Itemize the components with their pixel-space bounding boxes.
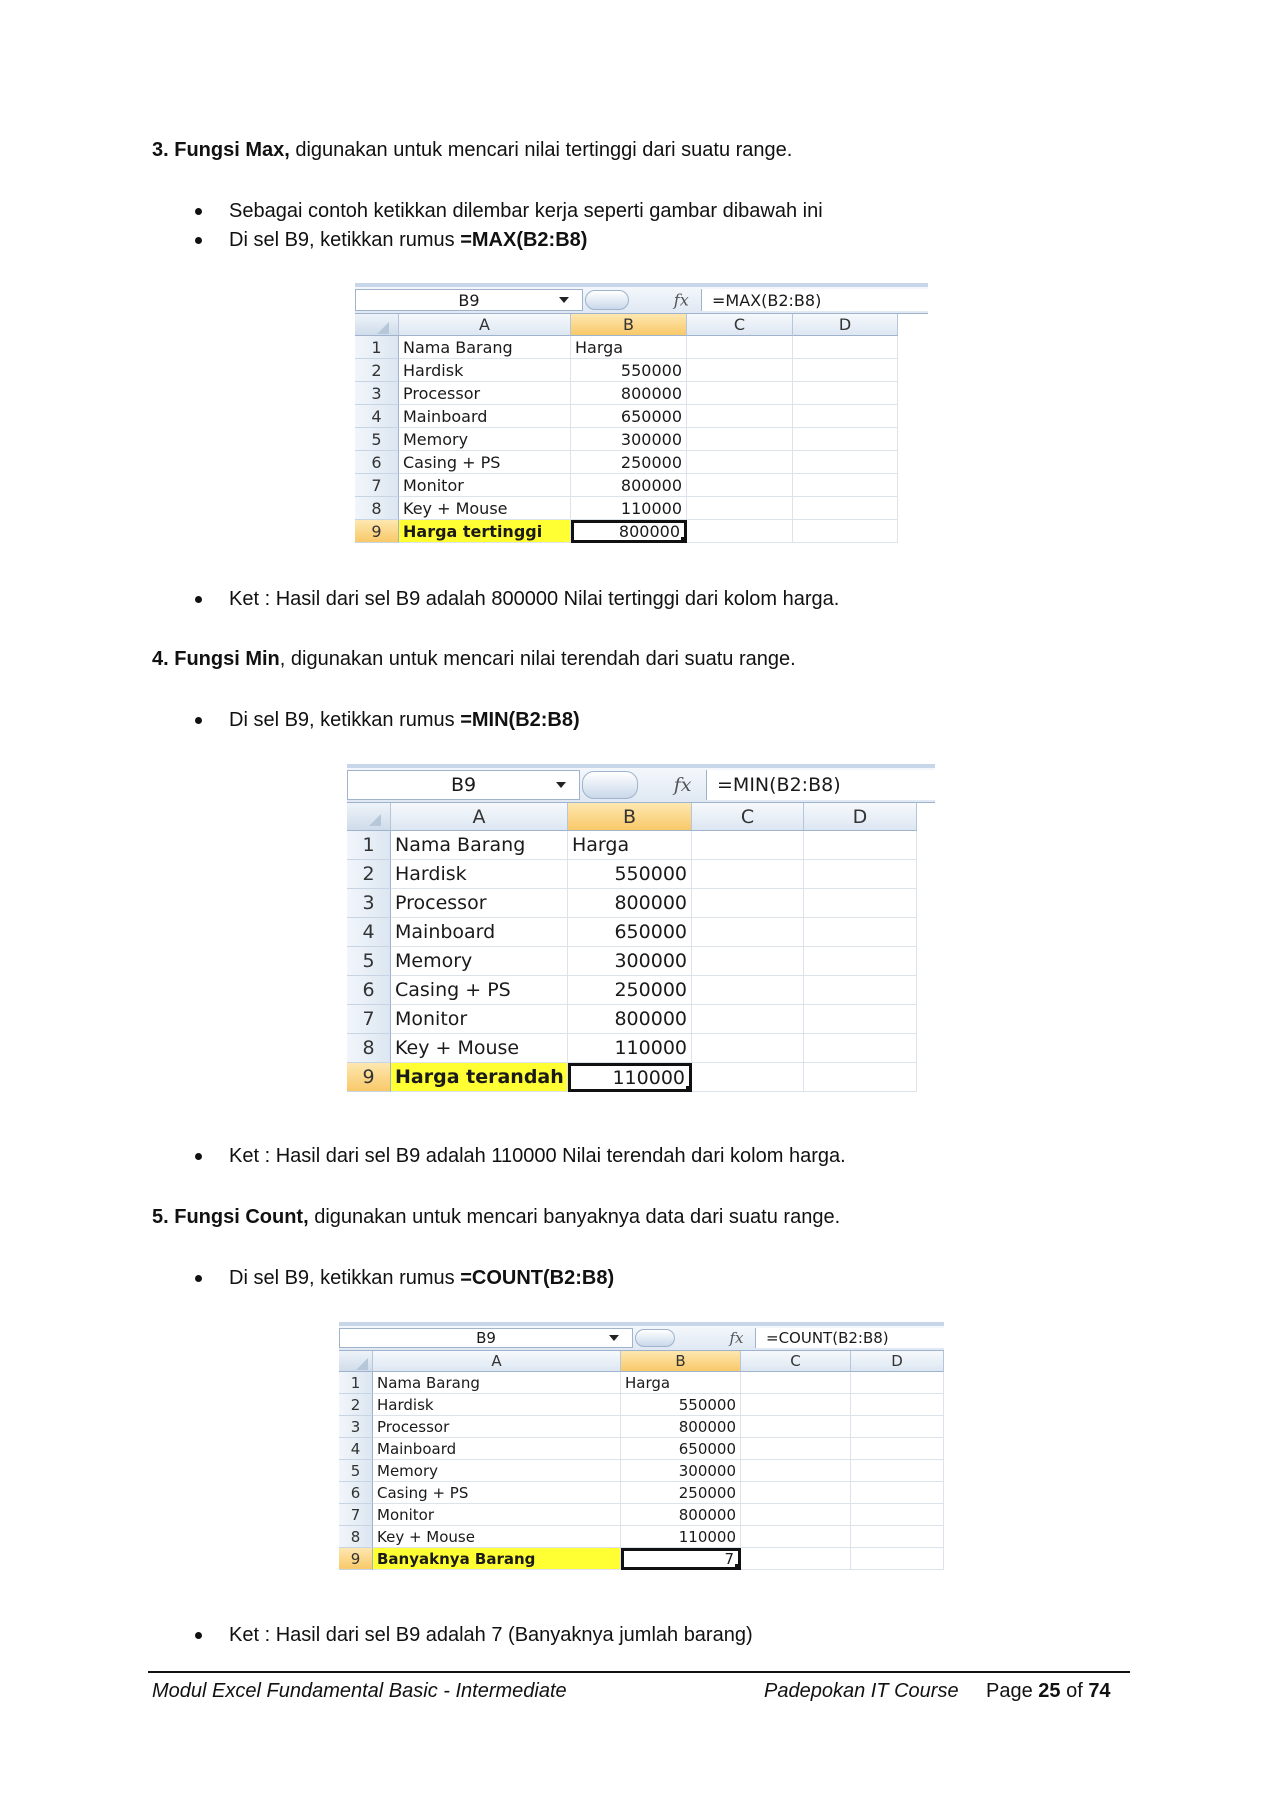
cell-a9[interactable]: Harga tertinggi <box>399 520 571 543</box>
name-box-value: B9 <box>476 1329 496 1347</box>
cell-b9[interactable]: 110000 <box>568 1063 692 1092</box>
select-all-corner[interactable] <box>347 803 391 831</box>
spreadsheet-grid <box>347 803 935 1092</box>
cell-c7[interactable] <box>692 1005 804 1034</box>
row-number[interactable]: 8 <box>347 1034 391 1063</box>
note-text: Ket : Hasil dari sel B9 adalah 110000 Nilai terendah dari kolom harga. <box>229 1145 846 1167</box>
row-number[interactable]: 7 <box>339 1504 373 1526</box>
table-row <box>347 889 935 918</box>
select-all-icon <box>369 814 381 826</box>
cell-a3[interactable]: Processor <box>373 1416 621 1438</box>
cell-b8[interactable]: 110000 <box>621 1526 741 1548</box>
table-row <box>339 1438 944 1460</box>
cell-b3[interactable]: 800000 <box>621 1416 741 1438</box>
footer-course-name: Padepokan IT Course <box>764 1680 959 1702</box>
bullet-dot-icon <box>193 198 229 224</box>
cell-a9[interactable]: Banyaknya Barang <box>373 1548 621 1570</box>
cell-d3[interactable] <box>793 382 898 405</box>
cell-d9[interactable] <box>804 1063 917 1092</box>
row-number[interactable]: 2 <box>347 860 391 889</box>
bullet-text: Di sel B9, ketikkan rumus <box>229 229 461 251</box>
table-row <box>347 918 935 947</box>
table-row <box>339 1548 944 1570</box>
row-number[interactable]: 1 <box>339 1372 373 1394</box>
cell-a6[interactable]: Casing + PS <box>399 451 571 474</box>
cell-b1[interactable]: Harga <box>568 831 692 860</box>
row-number[interactable]: 7 <box>355 474 399 497</box>
cell-a4[interactable]: Mainboard <box>399 405 571 428</box>
row-number[interactable]: 2 <box>339 1394 373 1416</box>
cell-a9[interactable]: Harga terandah <box>391 1063 568 1092</box>
cell-a7[interactable]: Monitor <box>399 474 571 497</box>
cell-a1[interactable]: Nama Barang <box>391 831 568 860</box>
spreadsheet-grid <box>339 1351 944 1570</box>
row-number[interactable]: 4 <box>347 918 391 947</box>
cell-a6[interactable]: Casing + PS <box>391 976 568 1005</box>
heading-count-bold: 5. Fungsi Count, <box>152 1206 309 1228</box>
table-row <box>355 451 928 474</box>
cell-d6[interactable] <box>851 1482 944 1504</box>
cell-b5[interactable]: 300000 <box>571 428 687 451</box>
formula-bar <box>355 287 928 314</box>
cell-d7[interactable] <box>793 474 898 497</box>
cell-b4[interactable]: 650000 <box>621 1438 741 1460</box>
table-row <box>339 1394 944 1416</box>
cell-d5[interactable] <box>793 428 898 451</box>
cell-d4[interactable] <box>851 1438 944 1460</box>
table-row <box>339 1526 944 1548</box>
heading-count-rest: digunakan untuk mencari banyaknya data dari suatu range. <box>308 1206 841 1228</box>
select-all-corner[interactable] <box>355 314 399 336</box>
cell-c6[interactable] <box>741 1482 851 1504</box>
row-number[interactable]: 1 <box>347 831 391 860</box>
cell-c5[interactable] <box>741 1460 851 1482</box>
bullet-min-note <box>193 1143 846 1169</box>
name-box-value: B9 <box>458 290 480 310</box>
cell-c3[interactable] <box>692 889 804 918</box>
chevron-down-icon[interactable] <box>559 297 569 303</box>
cell-c4[interactable] <box>692 918 804 947</box>
cell-c4[interactable] <box>687 405 793 428</box>
row-number[interactable]: 9 <box>339 1548 373 1570</box>
page-total: 74 <box>1088 1680 1111 1702</box>
name-box[interactable] <box>355 289 583 311</box>
bullet-count-note <box>193 1622 753 1648</box>
column-header-a[interactable]: A <box>399 314 571 336</box>
bullet-text: Sebagai contoh ketikkan dilembar kerja seperti gambar dibawah ini <box>229 200 823 222</box>
formula-value: =COUNT(B2:B8) <box>766 1329 889 1347</box>
row-number[interactable]: 5 <box>347 947 391 976</box>
formula-value: =MAX(B2:B8) <box>712 290 822 310</box>
cell-b6[interactable]: 250000 <box>621 1482 741 1504</box>
name-box-value: B9 <box>450 774 477 796</box>
cell-c8[interactable] <box>687 497 793 520</box>
cell-c1[interactable] <box>741 1372 851 1394</box>
cell-d7[interactable] <box>804 1005 917 1034</box>
cell-a5[interactable]: Memory <box>399 428 571 451</box>
cell-d8[interactable] <box>851 1526 944 1548</box>
cell-b4[interactable]: 650000 <box>571 405 687 428</box>
table-row <box>339 1416 944 1438</box>
function-fx-icon[interactable]: fx <box>729 1329 744 1347</box>
column-header-c[interactable]: C <box>692 803 804 831</box>
row-number[interactable]: 7 <box>347 1005 391 1034</box>
formula-input[interactable] <box>701 289 928 311</box>
row-number[interactable]: 3 <box>355 382 399 405</box>
function-fx-icon[interactable]: fx <box>673 290 689 310</box>
column-header-d[interactable]: D <box>804 803 917 831</box>
cell-b7[interactable]: 800000 <box>621 1504 741 1526</box>
row-number[interactable]: 5 <box>355 428 399 451</box>
cell-d1[interactable] <box>793 336 898 359</box>
cell-a7[interactable]: Monitor <box>373 1504 621 1526</box>
cell-b9[interactable]: 800000 <box>571 520 687 543</box>
formula-bar-resize-icon <box>585 290 629 310</box>
table-row <box>347 1063 935 1092</box>
excel-screenshot-count <box>339 1322 944 1592</box>
bullet-text: Di sel B9, ketikkan rumus <box>229 1267 461 1289</box>
cell-a3[interactable]: Processor <box>391 889 568 918</box>
table-row <box>355 359 928 382</box>
row-number[interactable]: 4 <box>339 1438 373 1460</box>
column-header-d[interactable]: D <box>851 1351 944 1372</box>
bullet-dot-icon <box>193 1265 229 1291</box>
cell-c2[interactable] <box>687 359 793 382</box>
formula-bar-resize-icon <box>635 1329 675 1347</box>
cell-c1[interactable] <box>692 831 804 860</box>
heading-fungsi-count <box>152 1204 840 1230</box>
cell-b2[interactable]: 550000 <box>568 860 692 889</box>
bullet-dot-icon <box>193 227 229 253</box>
formula-text: =MIN(B2:B8) <box>460 709 580 731</box>
cell-b5[interactable]: 300000 <box>568 947 692 976</box>
table-row <box>339 1372 944 1394</box>
column-header-a[interactable]: A <box>373 1351 621 1372</box>
row-number[interactable]: 2 <box>355 359 399 382</box>
row-number[interactable]: 1 <box>355 336 399 359</box>
table-row <box>355 405 928 428</box>
page-current: 25 <box>1038 1680 1061 1702</box>
heading-min-rest: , digunakan untuk mencari nilai terendah dari suatu range. <box>279 648 796 670</box>
heading-fungsi-max <box>152 137 792 163</box>
bullet-dot-icon <box>193 1143 229 1169</box>
page-of: of <box>1060 1680 1089 1702</box>
heading-max-bold: 3. Fungsi Max, <box>152 139 290 161</box>
cell-d7[interactable] <box>851 1504 944 1526</box>
table-row <box>355 520 928 543</box>
note-text: Ket : Hasil dari sel B9 adalah 7 (Banyaknya jumlah barang) <box>229 1624 753 1646</box>
cell-b2[interactable]: 550000 <box>621 1394 741 1416</box>
cell-c9[interactable] <box>687 520 793 543</box>
column-header-b[interactable]: B <box>571 314 687 336</box>
cell-b3[interactable]: 800000 <box>568 889 692 918</box>
cell-d1[interactable] <box>851 1372 944 1394</box>
cell-a4[interactable]: Mainboard <box>373 1438 621 1460</box>
bullet-max-formula <box>193 227 587 253</box>
row-number[interactable]: 9 <box>347 1063 391 1092</box>
row-number[interactable]: 8 <box>339 1526 373 1548</box>
cell-d9[interactable] <box>793 520 898 543</box>
bullet-dot-icon <box>193 1622 229 1648</box>
column-header-d[interactable]: D <box>793 314 898 336</box>
table-row <box>355 474 928 497</box>
bullet-count-formula <box>193 1265 614 1291</box>
table-row <box>339 1504 944 1526</box>
cell-c8[interactable] <box>692 1034 804 1063</box>
table-row <box>339 1460 944 1482</box>
select-all-corner[interactable] <box>339 1351 373 1372</box>
page-label: Page <box>986 1680 1039 1702</box>
cell-b7[interactable]: 800000 <box>571 474 687 497</box>
bullet-max-note <box>193 586 839 612</box>
table-row <box>355 336 928 359</box>
column-header-c[interactable]: C <box>687 314 793 336</box>
cell-b4[interactable]: 650000 <box>568 918 692 947</box>
cell-a7[interactable]: Monitor <box>391 1005 568 1034</box>
formula-bar <box>339 1326 944 1351</box>
row-number[interactable]: 9 <box>355 520 399 543</box>
cell-b3[interactable]: 800000 <box>571 382 687 405</box>
cell-d5[interactable] <box>804 947 917 976</box>
cell-c4[interactable] <box>741 1438 851 1460</box>
heading-min-bold: 4. Fungsi Min <box>152 648 280 670</box>
footer-module-title: Modul Excel Fundamental Basic - Intermediate <box>152 1680 567 1702</box>
excel-screenshot-min <box>347 764 935 1112</box>
row-number[interactable]: 4 <box>355 405 399 428</box>
cell-b1[interactable]: Harga <box>571 336 687 359</box>
table-row <box>355 382 928 405</box>
chevron-down-icon[interactable] <box>556 782 566 788</box>
table-row <box>347 976 935 1005</box>
bullet-text: Di sel B9, ketikkan rumus <box>229 709 461 731</box>
cell-c3[interactable] <box>687 382 793 405</box>
cell-b6[interactable]: 250000 <box>571 451 687 474</box>
cell-c9[interactable] <box>741 1548 851 1570</box>
table-row <box>355 428 928 451</box>
row-number[interactable]: 5 <box>339 1460 373 1482</box>
formula-input[interactable] <box>755 1328 944 1348</box>
heading-max-rest: digunakan untuk mencari nilai tertinggi dari suatu range. <box>289 139 793 161</box>
column-header-b[interactable]: B <box>568 803 692 831</box>
cell-d8[interactable] <box>793 497 898 520</box>
cell-d2[interactable] <box>793 359 898 382</box>
bullet-max-example <box>193 198 823 224</box>
cell-a3[interactable]: Processor <box>399 382 571 405</box>
cell-c2[interactable] <box>692 860 804 889</box>
select-all-icon <box>377 322 389 334</box>
cell-b6[interactable]: 250000 <box>568 976 692 1005</box>
cell-d3[interactable] <box>804 889 917 918</box>
cell-a1[interactable]: Nama Barang <box>399 336 571 359</box>
row-number[interactable]: 3 <box>339 1416 373 1438</box>
table-row <box>355 497 928 520</box>
formula-bar <box>347 768 935 803</box>
cell-d2[interactable] <box>851 1394 944 1416</box>
table-row <box>347 860 935 889</box>
heading-fungsi-min <box>152 646 796 672</box>
cell-d6[interactable] <box>804 976 917 1005</box>
cell-a8[interactable]: Key + Mouse <box>373 1526 621 1548</box>
cell-c5[interactable] <box>692 947 804 976</box>
cell-a4[interactable]: Mainboard <box>391 918 568 947</box>
cell-a2[interactable]: Hardisk <box>399 359 571 382</box>
row-number[interactable]: 6 <box>355 451 399 474</box>
column-header-b[interactable]: B <box>621 1351 741 1372</box>
name-box[interactable] <box>347 770 580 800</box>
excel-screenshot-max <box>355 283 928 555</box>
formula-bar-resize-icon <box>582 771 638 799</box>
cell-c7[interactable] <box>741 1504 851 1526</box>
cell-d9[interactable] <box>851 1548 944 1570</box>
cell-c8[interactable] <box>741 1526 851 1548</box>
bullet-dot-icon <box>193 586 229 612</box>
function-fx-icon[interactable]: fx <box>673 774 692 796</box>
cell-d4[interactable] <box>793 405 898 428</box>
cell-a5[interactable]: Memory <box>373 1460 621 1482</box>
footer-divider <box>148 1671 1130 1673</box>
select-all-icon <box>356 1358 368 1370</box>
footer-page-number <box>986 1678 1111 1704</box>
cell-a8[interactable]: Key + Mouse <box>391 1034 568 1063</box>
cell-d6[interactable] <box>793 451 898 474</box>
cell-d3[interactable] <box>851 1416 944 1438</box>
table-row <box>347 1034 935 1063</box>
cell-c7[interactable] <box>687 474 793 497</box>
cell-c9[interactable] <box>692 1063 804 1092</box>
cell-c1[interactable] <box>687 336 793 359</box>
cell-b8[interactable]: 110000 <box>568 1034 692 1063</box>
cell-a2[interactable]: Hardisk <box>391 860 568 889</box>
column-header-a[interactable]: A <box>391 803 568 831</box>
row-number[interactable]: 8 <box>355 497 399 520</box>
cell-c5[interactable] <box>687 428 793 451</box>
chevron-down-icon[interactable] <box>609 1335 619 1341</box>
name-box[interactable] <box>339 1328 633 1348</box>
row-number[interactable]: 6 <box>339 1482 373 1504</box>
row-number[interactable]: 6 <box>347 976 391 1005</box>
table-row <box>347 1005 935 1034</box>
cell-d8[interactable] <box>804 1034 917 1063</box>
bullet-dot-icon <box>193 707 229 733</box>
table-row <box>339 1482 944 1504</box>
column-header-row <box>347 803 935 831</box>
spreadsheet-grid <box>355 314 928 543</box>
cell-a5[interactable]: Memory <box>391 947 568 976</box>
cell-b2[interactable]: 550000 <box>571 359 687 382</box>
cell-a8[interactable]: Key + Mouse <box>399 497 571 520</box>
formula-text: =MAX(B2:B8) <box>460 229 588 251</box>
cell-c2[interactable] <box>741 1394 851 1416</box>
cell-b5[interactable]: 300000 <box>621 1460 741 1482</box>
formula-text: =COUNT(B2:B8) <box>460 1267 615 1289</box>
bullet-min-formula <box>193 707 580 733</box>
cell-c6[interactable] <box>692 976 804 1005</box>
note-text: Ket : Hasil dari sel B9 adalah 800000 Nilai tertinggi dari kolom harga. <box>229 588 840 610</box>
formula-input[interactable] <box>706 770 935 800</box>
cell-d1[interactable] <box>804 831 917 860</box>
column-header-c[interactable]: C <box>741 1351 851 1372</box>
column-header-row <box>339 1351 944 1372</box>
cell-b8[interactable]: 110000 <box>571 497 687 520</box>
cell-d4[interactable] <box>804 918 917 947</box>
table-row <box>347 831 935 860</box>
cell-a1[interactable]: Nama Barang <box>373 1372 621 1394</box>
cell-b7[interactable]: 800000 <box>568 1005 692 1034</box>
cell-b1[interactable]: Harga <box>621 1372 741 1394</box>
cell-d2[interactable] <box>804 860 917 889</box>
cell-a2[interactable]: Hardisk <box>373 1394 621 1416</box>
cell-d5[interactable] <box>851 1460 944 1482</box>
column-header-row <box>355 314 928 336</box>
row-number[interactable]: 3 <box>347 889 391 918</box>
cell-c6[interactable] <box>687 451 793 474</box>
formula-value: =MIN(B2:B8) <box>717 774 841 796</box>
cell-b9[interactable]: 7 <box>621 1548 741 1570</box>
cell-c3[interactable] <box>741 1416 851 1438</box>
cell-a6[interactable]: Casing + PS <box>373 1482 621 1504</box>
table-row <box>347 947 935 976</box>
